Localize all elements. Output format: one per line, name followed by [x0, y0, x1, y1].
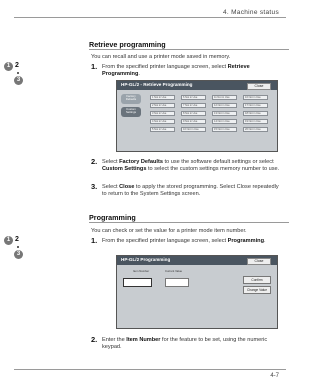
step-badge-3: 3 [14, 250, 23, 259]
memory-slot-button[interactable]: 7 Not in Use [181, 103, 206, 108]
step-text: From the specified printer language screen, select [102, 238, 228, 244]
step-text: Select [102, 184, 120, 190]
step-text: Select [102, 159, 120, 165]
memory-slot-button[interactable]: 12 Not in Use [212, 103, 237, 108]
step-number: 2. [91, 157, 98, 166]
section-divider-retrieve [89, 49, 289, 50]
step-text-end: . [138, 71, 140, 77]
close-button[interactable]: Close [247, 83, 271, 91]
step-bold-term: Close [119, 184, 135, 190]
step-range-badge-retrieve [4, 62, 26, 88]
retrieve-step-3 [91, 184, 283, 198]
programming-intro: You can check or set the value for a printer mode item number. [91, 228, 247, 234]
retrieve-step-2 [91, 159, 283, 179]
memory-slot-button[interactable]: 11 Not in Use [212, 95, 237, 100]
memory-slot-button[interactable]: 20 Not in Use [243, 127, 268, 132]
memory-slot-button[interactable]: 6 Not in Use [181, 95, 206, 100]
memory-slot-button[interactable]: 5 Not in Use [150, 127, 175, 132]
tab-custom-settings[interactable]: Custom Settings [121, 107, 141, 117]
memory-slot-button[interactable]: 13 Not in Use [212, 111, 237, 116]
screen-title: HP-GL/2 - Retrieve Programming [121, 82, 193, 87]
memory-slot-button[interactable]: 10 Not in Use [181, 127, 206, 132]
step-number: 1. [91, 236, 98, 245]
confirm-button[interactable]: Confirm [243, 276, 271, 284]
retrieve-intro: You can recall and use a printer mode saved in memory. [91, 54, 231, 60]
step-text-mid: to use the software default settings or select [162, 159, 274, 165]
memory-slot-button[interactable]: 17 Not in Use [243, 103, 268, 108]
step-text-end: for the feature to be set, using the numeric keypad. [102, 337, 268, 350]
item-number-label: Item Number [133, 269, 150, 273]
current-value-field [165, 278, 189, 287]
step-badge-2: 2 [15, 62, 19, 69]
footer-divider [14, 369, 286, 370]
section-divider-programming [89, 222, 289, 223]
step-range-badge-programming [4, 236, 26, 262]
screen-title: HP-GL/2 Programming [121, 257, 171, 262]
step-bold-term-2: Custom Settings [102, 166, 147, 172]
step-badge-2: 2 [15, 236, 19, 243]
close-button[interactable]: Close [247, 258, 271, 266]
section-title-programming: Programming [89, 213, 136, 222]
step-text-end: to select the custom settings memory number to use. [146, 166, 280, 172]
badge-dot [17, 246, 19, 248]
item-number-field[interactable] [123, 278, 152, 287]
step-number: 2. [91, 335, 98, 344]
header-divider [14, 17, 286, 18]
memory-slot-button[interactable]: 8 Not in Use [181, 111, 206, 116]
memory-slot-button[interactable]: 4 Not in Use [150, 119, 175, 124]
step-text-end: to apply the stored programming. Select Close repeatedly to return to the System Settings screen. [102, 184, 279, 197]
tab-factory-defaults[interactable]: Factory Defaults [121, 94, 141, 104]
retrieve-step-1 [91, 64, 283, 78]
step-badge-1: 1 [4, 62, 13, 71]
programming-step-2 [91, 337, 283, 351]
step-number: 1. [91, 62, 98, 71]
retrieve-programming-screen [116, 80, 278, 152]
screen-title-bar [117, 81, 277, 90]
memory-slot-button[interactable]: 18 Not in Use [243, 111, 268, 116]
step-text-end: . [264, 238, 266, 244]
step-badge-3: 3 [14, 76, 23, 85]
badge-dot [17, 72, 19, 74]
memory-slot-button[interactable]: 2 Not in Use [150, 103, 175, 108]
section-title-retrieve: Retrieve programming [89, 40, 166, 49]
step-badge-1: 1 [4, 236, 13, 245]
step-number: 3. [91, 182, 98, 191]
memory-slot-button[interactable]: 16 Not in Use [243, 95, 268, 100]
screen-title-bar [117, 256, 277, 265]
change-value-button[interactable]: Change Value [243, 286, 271, 294]
page-number: 4-7 [270, 373, 279, 379]
memory-slot-button[interactable]: 9 Not in Use [181, 119, 206, 124]
memory-slot-button[interactable]: 1 Not in Use [150, 95, 175, 100]
step-bold-term: Item Number [126, 337, 161, 343]
step-text: From the specified printer language screen, select [102, 64, 228, 70]
step-bold-term: Factory Defaults [119, 159, 163, 165]
current-value-label: Current Value [165, 269, 183, 273]
step-bold-term: Programming [227, 238, 264, 244]
chapter-header: 4. Machine status [222, 9, 279, 16]
programming-screen [116, 255, 278, 329]
memory-slot-button[interactable]: 15 Not in Use [212, 127, 237, 132]
memory-slot-button[interactable]: 14 Not in Use [212, 119, 237, 124]
step-text: Enter the [102, 337, 127, 343]
programming-step-1 [91, 238, 283, 252]
step-bold-term: Retrieve Programming [102, 64, 250, 77]
memory-slot-button[interactable]: 19 Not in Use [243, 119, 268, 124]
memory-slot-button[interactable]: 3 Not in Use [150, 111, 175, 116]
